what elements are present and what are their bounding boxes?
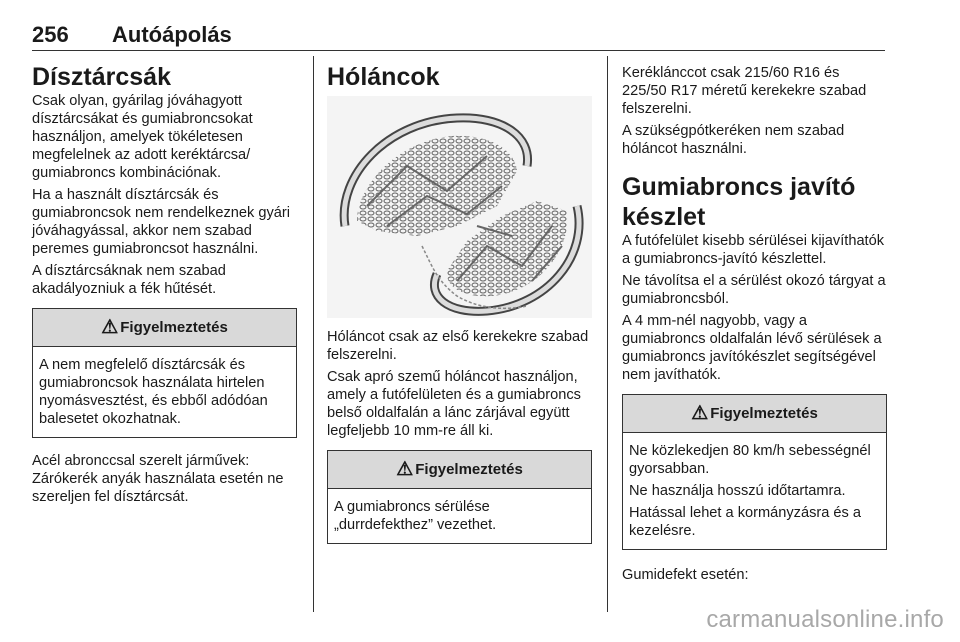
paragraph: A futófelület kisebb sérülései kijavíthatók a gumiabroncs-javító készlettel.	[622, 233, 885, 267]
warning-header	[33, 309, 296, 347]
warning-header	[623, 395, 886, 433]
warning-triangle-icon: ⚠	[396, 459, 414, 480]
warning-text: A nem megfelelő dísztárcsák és gumiabroncsok használata hirtelen nyomásvesztést, és ebből adódóan balesetet okozhatnak.	[39, 357, 268, 427]
watermark: carmanualsonline.info	[706, 606, 944, 633]
heading-hubcaps: Dísztárcsák	[32, 63, 171, 91]
header-rule	[32, 50, 885, 51]
warning-header	[328, 451, 591, 489]
paragraph: A szükségpótkeréken nem szabad hóláncot használni.	[622, 123, 845, 157]
paragraph: Ha a használt dísztárcsák és gumiabroncsok nem rendelkeznek gyári jóváhagyással, akkor nem szabad peremes gumiabroncsot használni.	[32, 187, 290, 257]
section-title: Autóápolás	[112, 22, 232, 47]
paragraph: Ne távolítsa el a sérülést okozó tárgyat a gumiabroncsból.	[622, 273, 886, 307]
warning-text: Hatással lehet a kormányzásra és a kezelésre.	[629, 505, 861, 539]
warning-text: A gumiabroncs sérülése „durrdefekthez” vezethet.	[334, 499, 497, 533]
warning-triangle-icon: ⚠	[101, 317, 119, 338]
paragraph: Csak olyan, gyárilag jóváhagyott dísztárcsákat és gumiabroncsokat használjon, amelyek tökéletesen megfelelnek az adott keréktárcsa/ gumiabroncs kombinációnak.	[32, 93, 253, 181]
paragraph: Csak apró szemű hóláncot használjon, amely a futófelületen és a gumiabroncs belső oldalfalán a lánc zárjával együtt legfeljebb 10 mm-re áll ki.	[327, 369, 581, 439]
paragraph: Keréklánccot csak 215/60 R16 és 225/50 R17 méretű kerekekre szabad felszerelni.	[622, 65, 867, 117]
column-divider	[607, 56, 608, 612]
warning-box	[32, 308, 297, 438]
warning-text: Ne közlekedjen 80 km/h sebességnél gyorsabban.	[629, 443, 871, 477]
heading-tyre-repair-kit: Gumiabroncs javító készlet	[622, 173, 856, 231]
column-2	[327, 56, 592, 544]
warning-triangle-icon: ⚠	[691, 403, 709, 424]
paragraph: A 4 mm-nél nagyobb, vagy a gumiabroncs oldalfalán lévő sérülések a gumiabroncs javítókészlet segítségével nem javíthatók.	[622, 313, 882, 383]
heading-snow-chains: Hóláncok	[327, 63, 440, 91]
paragraph: Hóláncot csak az első kerekekre szabad felszerelni.	[327, 329, 589, 363]
warning-title: Figyelmeztetés	[120, 319, 228, 336]
warning-title: Figyelmeztetés	[710, 405, 818, 422]
paragraph: Acél abronccsal szerelt járművek: Zárókerék anyák használata esetén ne szereljen fel dísztárcsát.	[32, 453, 284, 505]
warning-box	[327, 450, 592, 544]
column-1	[32, 56, 297, 506]
warning-title: Figyelmeztetés	[415, 461, 523, 478]
paragraph: Gumidefekt esetén:	[622, 567, 749, 583]
warning-text: Ne használja hosszú időtartamra.	[629, 483, 846, 499]
paragraph: A dísztárcsáknak nem szabad akadályozniuk a fék hűtését.	[32, 263, 226, 297]
warning-box	[622, 394, 887, 550]
column-3	[622, 56, 887, 584]
snow-chain-illustration	[327, 96, 592, 318]
page-number: 256	[32, 22, 69, 47]
column-divider	[313, 56, 314, 612]
